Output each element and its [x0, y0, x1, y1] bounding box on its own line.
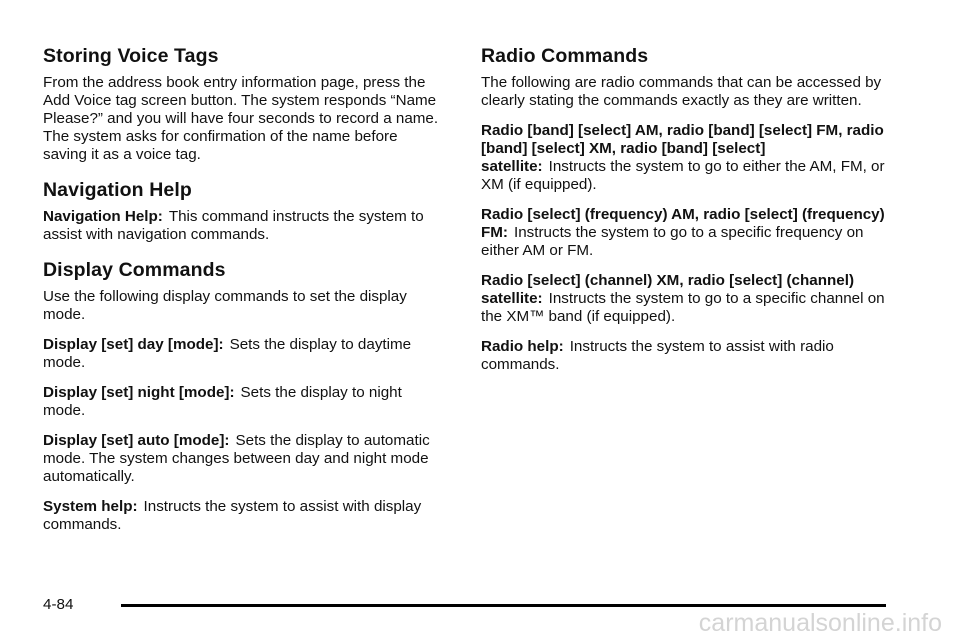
display-night-term: Display [set] night [mode]:: [43, 384, 235, 401]
radio-frequency-entry: [481, 206, 891, 260]
radio-help-desc: Instructs the system to assist with radio commands.: [481, 338, 834, 373]
storing-voice-tags-body: From the address book entry information page, press the Add Voice tag screen button. The system responds “Name Please?” and you will have four seconds to record a name. The system asks for confirmation of the name before saving it as a voice tag.: [43, 74, 439, 163]
navigation-help-entry: [43, 208, 443, 244]
navigation-help-term: Navigation Help:: [43, 208, 163, 225]
heading-display-commands: Display Commands: [43, 259, 226, 281]
radio-band-desc: Instructs the system to go to either the AM, FM, or XM (if equipped).: [481, 158, 885, 193]
section-storing-voice-tags: [43, 44, 443, 164]
display-auto-entry: [43, 432, 443, 486]
radio-help-entry: [481, 338, 891, 374]
system-help-desc: Instructs the system to assist with display commands.: [43, 498, 422, 533]
footer-divider: [121, 604, 886, 607]
display-day-desc: Sets the display to daytime mode.: [43, 336, 412, 371]
radio-help-term: Radio help:: [481, 338, 564, 355]
display-day-entry: [43, 336, 443, 372]
heading-navigation-help: Navigation Help: [43, 179, 192, 201]
display-auto-desc: Sets the display to automatic mode. The system changes between day and night mode automatically.: [43, 432, 430, 485]
radio-band-term: Radio [band] [select] AM, radio [band] [select] FM, radio [band] [select] XM, radio [band] [select] satellite:: [481, 122, 884, 175]
section-display-commands: [43, 258, 443, 534]
display-night-desc: Sets the display to night mode.: [43, 384, 402, 419]
display-day-term: Display [set] day [mode]:: [43, 336, 224, 353]
display-commands-intro: Use the following display commands to set the display mode.: [43, 288, 407, 323]
watermark: carmanualsonline.info: [698, 609, 942, 637]
system-help-term: System help:: [43, 498, 138, 515]
display-night-entry: [43, 384, 443, 420]
display-auto-term: Display [set] auto [mode]:: [43, 432, 230, 449]
radio-frequency-desc: Instructs the system to go to a specific frequency on either AM or FM.: [481, 224, 864, 259]
section-radio-commands: [481, 44, 891, 374]
radio-channel-entry: [481, 272, 891, 326]
navigation-help-desc: This command instructs the system to assist with navigation commands.: [43, 208, 424, 243]
radio-commands-intro: The following are radio commands that can be accessed by clearly stating the commands exactly as they are written.: [481, 74, 882, 109]
radio-frequency-term: Radio [select] (frequency) AM, radio [select] (frequency) FM:: [481, 206, 885, 241]
section-navigation-help: [43, 178, 443, 244]
radio-channel-term: Radio [select] (channel) XM, radio [select] (channel) satellite:: [481, 272, 855, 307]
system-help-entry: [43, 498, 443, 534]
heading-storing-voice-tags: Storing Voice Tags: [43, 45, 219, 67]
heading-radio-commands: Radio Commands: [481, 45, 649, 67]
radio-band-entry: [481, 122, 891, 194]
left-column: [43, 44, 443, 546]
page-number: 4-84: [43, 596, 74, 613]
right-column: [481, 44, 891, 386]
radio-channel-desc: Instructs the system to go to a specific channel on the XM™ band (if equipped).: [481, 290, 885, 325]
